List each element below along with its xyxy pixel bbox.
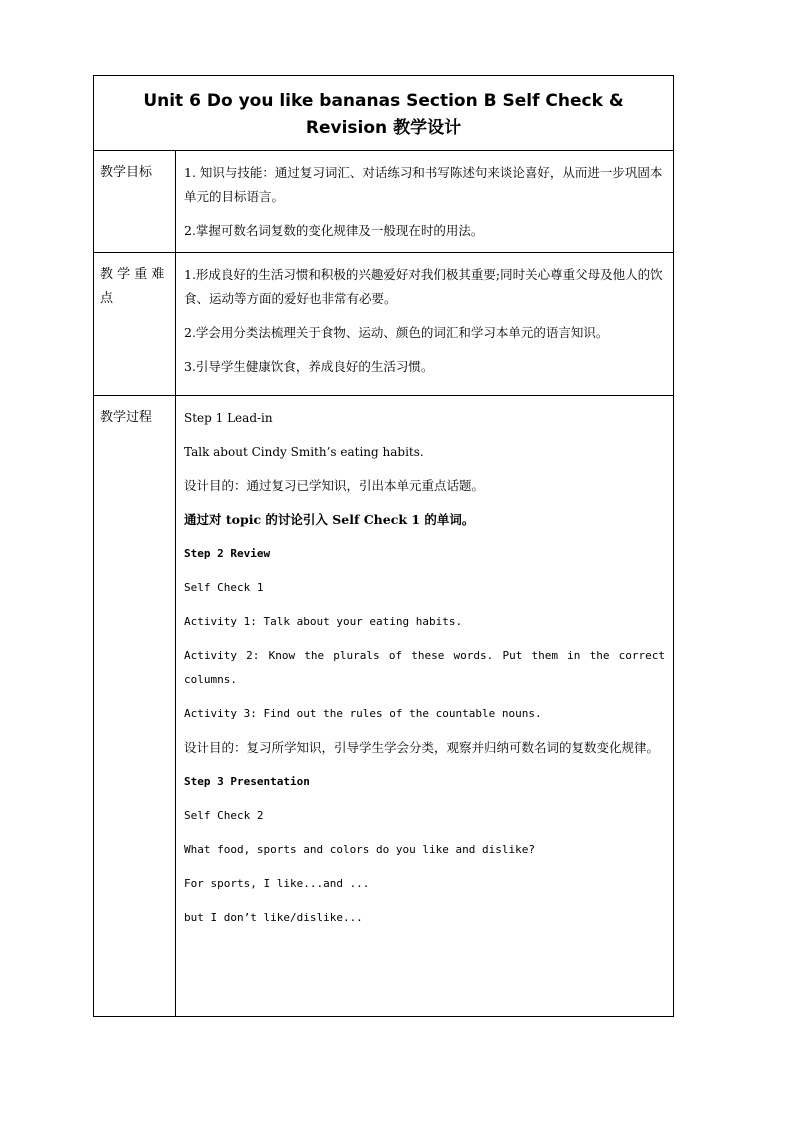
process-label: 教学过程: [94, 396, 176, 1016]
objectives-content: [176, 151, 673, 252]
lesson-plan-table: [93, 75, 674, 1017]
process-line: What food, sports and colors do you like and dislike?: [184, 843, 535, 856]
process-line: Self Check 2: [184, 809, 264, 822]
activity-item: Activity 1: Talk about your eating habits.: [184, 615, 463, 628]
activity-item: Activity 3: Find out the rules of the countable nouns.: [184, 707, 542, 720]
process-line: For sports, I like...and ...: [184, 877, 370, 890]
process-line: Self Check 1: [184, 581, 264, 594]
process-line: 通过对 topic 的讨论引入 Self Check 1 的单词。: [184, 512, 475, 527]
key-points-label: 教 学 重 难 点: [94, 253, 176, 395]
activity-item: Activity 2: Know the plurals of these words. Put them in the correct columns.: [184, 649, 665, 686]
key-point-item: 2.学会用分类法梳理关于食物、运动、颜色的词汇和学习本单元的语言知识。: [184, 325, 609, 340]
key-points-row: [94, 253, 673, 396]
process-content: [176, 396, 673, 1016]
objective-item: 2.掌握可数名词复数的变化规律及一般现在时的用法。: [184, 223, 484, 238]
objectives-label: 教学目标: [94, 151, 176, 252]
objectives-row: [94, 151, 673, 253]
step-heading: Step 1 Lead-in: [184, 411, 273, 425]
step-heading: Step 3 Presentation: [184, 775, 310, 788]
objective-item: 1. 知识与技能：通过复习词汇、对话练习和书写陈述句来谈论喜好，从而进一步巩固本单元的目标语言。: [184, 165, 663, 204]
key-point-item: 3.引导学生健康饮食，养成良好的生活习惯。: [184, 359, 434, 374]
process-row: [94, 396, 673, 1016]
key-point-item: 1.形成良好的生活习惯和积极的兴趣爱好对我们极其重要;同时关心尊重父母及他人的饮食、运动等方面的爱好也非常有必要。: [184, 267, 663, 306]
title-row: [94, 76, 673, 151]
step-heading: Step 2 Review: [184, 547, 271, 560]
process-line: Talk about Cindy Smith’s eating habits.: [184, 445, 424, 459]
design-purpose: 设计目的：复习所学知识，引导学生学会分类，观察并归纳可数名词的复数变化规律。: [184, 740, 660, 755]
design-purpose: 设计目的：通过复习已学知识，引出本单元重点话题。: [184, 478, 485, 493]
key-points-content: [176, 253, 673, 395]
process-line: but I don’t like/dislike...: [184, 911, 363, 924]
document-title: Unit 6 Do you like bananas Section B Self Check & Revision 教学设计: [143, 91, 624, 138]
